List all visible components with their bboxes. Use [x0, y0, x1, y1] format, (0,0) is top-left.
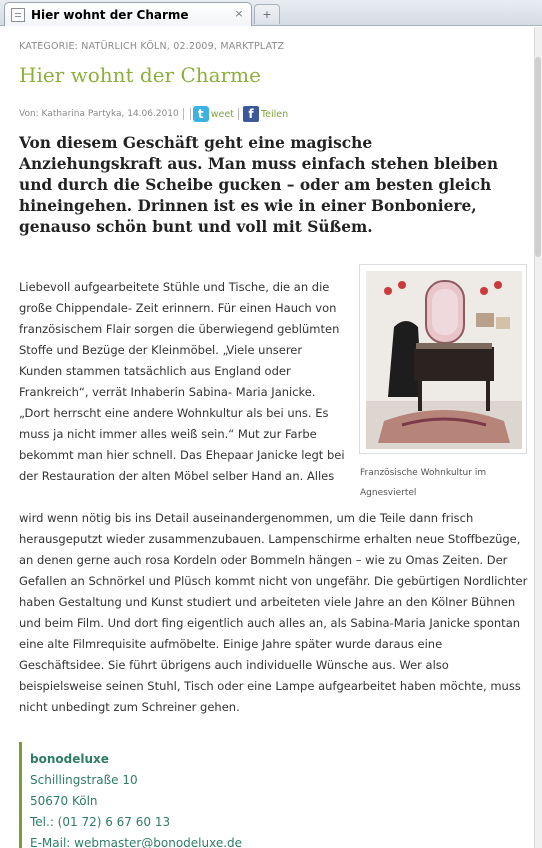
tweet-link[interactable]: weet — [210, 108, 234, 120]
article-category: KATEGORIE: NATÜRLICH KÖLN, 02.2009, MARKTPLATZ — [19, 41, 285, 52]
shop-interior-image — [366, 271, 522, 449]
page-icon — [11, 8, 25, 22]
divider — [238, 108, 239, 120]
new-tab-button[interactable]: + — [254, 4, 280, 24]
shop-email[interactable]: E-Mail: webmaster@bonodeluxe.de — [30, 836, 243, 848]
byline-row — [19, 105, 288, 123]
browser-tab-strip — [0, 0, 542, 26]
share-link[interactable]: Teilen — [260, 108, 289, 120]
shop-phone: Tel.: (01 72) 6 67 60 13 — [30, 815, 171, 829]
shop-street: Schillingstraße 10 — [30, 773, 138, 787]
article-body-rest: wird wenn nötig bis ins Detail auseinandergenommen, um die Teile dann frisch herausgeputzt wieder zusammenzubauen. Lampenschirme erhalten neue Stoffbezüge, an denen gerne auch rosa Kordeln oder Bommeln hängen – wie zu Omas Zeiten. Der Gefallen an Schnörkel und Plüsch kommt nicht von ungefähr. Die gebürtigen Nordlichter haben Gestaltung und Kunst studiert und arbeiteten viele Jahre an den Kölner Bühnen und beim Film. Und dort fing eigentlich auch alles an, als Sabina-Maria Janicke spontan eine alte Filmrequisite aufmöbelte. Einige Jahre später wurde daraus eine Geschäftsidee. Sie führt übrigens auch individuelle Wünsche aus. Wer also beispielsweise seinen Stuhl, Tisch oder eine Lampe aufgearbeitet haben möchte, muss nicht unbedingt zum Schreiner gehen. — [19, 511, 528, 714]
divider — [190, 108, 191, 120]
divider — [183, 108, 184, 120]
scrollbar[interactable] — [534, 27, 542, 848]
article-photo[interactable] — [359, 264, 527, 454]
close-icon[interactable]: × — [234, 7, 244, 20]
article-body-top: Liebevoll aufgearbeitete Stühle und Tische, die an die große Chippendale- Zeit erinnern. Für einen Hauch von französischem Flair sorgen die überwiegend geblümten Stoffe und Bezüge der Kleinmöbel. „Viele unserer Kunden stammen tatsächlich aus England oder Frankreich“, verrät Inhaberin Sabina- Maria Janicke. „Dort herrscht eine andere Wohnkultur als bei uns. Es muss ja nicht immer alles weiß sein.“ Mut zur Farbe bekommt man hier schnell. Das Ehepaar Janicke legt bei der Restauration der alten Möbel selber Hand an. Alles — [19, 280, 345, 483]
shop-info-box — [19, 742, 527, 848]
photo-caption: Französische Wohnkultur im Agnesviertel — [360, 468, 487, 498]
shop-city: 50670 Köln — [30, 794, 98, 808]
facebook-icon[interactable]: f — [243, 106, 259, 122]
article-title: Hier wohnt der Charme — [19, 63, 261, 87]
twitter-icon[interactable]: t — [193, 106, 209, 122]
byline: Von: Katharina Partyka, 14.06.2010 — [19, 109, 179, 119]
article-page — [0, 27, 534, 848]
shop-name: bonodeluxe — [30, 752, 109, 766]
tab-title: Hier wohnt der Charme — [31, 7, 189, 22]
article-lead: Von diesem Geschäft geht eine magische Anziehungskraft aus. Man muss einfach stehen bleiben und durch die Scheibe gucken – oder am besten gleich hineingehen. Drinnen ist es wie in einer Bonboniere, genauso schön bunt und voll mit Süßem. — [19, 134, 499, 236]
browser-tab[interactable] — [4, 2, 252, 26]
scroll-thumb[interactable] — [535, 57, 541, 257]
